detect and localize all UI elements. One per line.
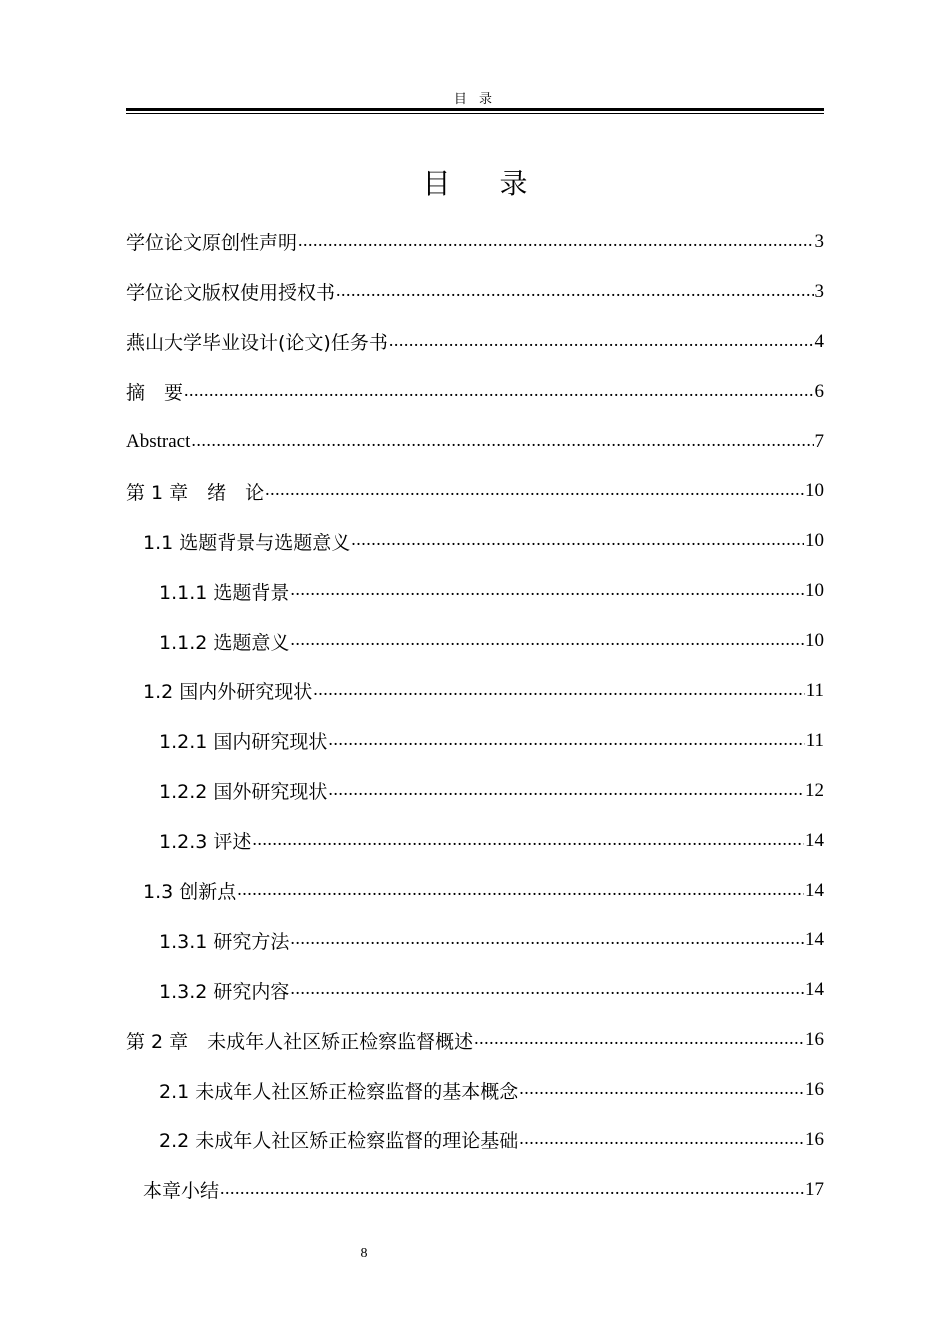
toc-entry-label: 1.1.2 选题意义: [159, 631, 290, 654]
toc-leader-dots: [298, 231, 813, 253]
toc-entry[interactable]: [126, 566, 824, 616]
toc-leader-dots: [265, 480, 804, 502]
toc-leader-dots: [191, 431, 813, 453]
toc-entry[interactable]: [126, 1115, 824, 1165]
toc-leader-dots: [336, 281, 813, 303]
toc-leader-dots: [519, 1079, 804, 1101]
toc-entry[interactable]: [126, 716, 824, 766]
toc-entry[interactable]: [126, 766, 824, 816]
toc-entry[interactable]: [126, 267, 824, 317]
toc-leader-dots: [290, 979, 804, 1001]
page-number: 8: [360, 1246, 368, 1261]
toc-entry-label: 第 2 章 未成年人社区矫正检察监督概述: [126, 1030, 474, 1053]
toc-entry-page: 17: [805, 1178, 824, 1200]
toc-entry[interactable]: [126, 816, 824, 866]
toc-leader-dots: [351, 530, 804, 552]
toc-leader-dots: [389, 331, 814, 353]
toc-entry-page: 7: [814, 430, 824, 452]
toc-entry-label: 燕山大学毕业设计(论文)任务书: [126, 332, 388, 355]
toc-entry[interactable]: [126, 616, 824, 666]
toc-leader-dots: [290, 929, 804, 951]
page-title: 目 录: [422, 167, 548, 200]
toc-entry[interactable]: [126, 417, 824, 467]
running-header: 目 录: [453, 92, 497, 107]
toc-entry-label: 1.1.1 选题背景: [159, 581, 290, 604]
toc-entry-label: 学位论文原创性声明: [126, 232, 298, 255]
toc-entry[interactable]: [126, 367, 824, 417]
toc-entry-label: 1.2.2 国外研究现状: [159, 781, 328, 804]
toc-entry[interactable]: [126, 1165, 824, 1215]
toc-entry[interactable]: [126, 516, 824, 566]
toc-entry[interactable]: [126, 317, 824, 367]
toc-entry-page: 11: [805, 729, 824, 751]
toc-entry[interactable]: [126, 466, 824, 516]
toc-entry-page: 14: [805, 929, 824, 951]
toc-entry-page: 3: [814, 280, 824, 302]
toc-leader-dots: [237, 880, 804, 902]
toc-entry-label: 1.2.3 评述: [159, 831, 252, 854]
toc-entry-page: 10: [805, 480, 824, 502]
toc-entry-page: 14: [805, 829, 824, 851]
toc-entry[interactable]: [126, 217, 824, 267]
toc-entry[interactable]: [126, 915, 824, 965]
toc-entry[interactable]: [126, 1015, 824, 1065]
toc-leader-dots: [328, 780, 804, 802]
toc-entry-label: 摘 要: [126, 382, 184, 405]
toc-entry-label: 1.2.1 国内研究现状: [159, 731, 328, 754]
toc-leader-dots: [290, 630, 804, 652]
toc-entry[interactable]: [126, 965, 824, 1015]
toc-leader-dots: [328, 730, 804, 752]
toc-entry-page: 14: [805, 879, 824, 901]
toc-entry-page: 3: [814, 230, 824, 252]
toc-entry-label: 本章小结: [143, 1180, 220, 1203]
toc-entry-label: 第 1 章 绪 论: [126, 481, 265, 504]
toc-entry-label: 2.1 未成年人社区矫正检察监督的基本概念: [159, 1080, 519, 1103]
toc-entry-label: 1.2 国内外研究现状: [143, 681, 313, 704]
toc-entry[interactable]: [126, 666, 824, 716]
toc-entry-label: 1.3 创新点: [143, 881, 237, 904]
toc-entry-page: 16: [805, 1029, 824, 1051]
toc-entry-page: 12: [805, 779, 824, 801]
header-rule-thin: [126, 113, 824, 114]
toc-entry-page: 6: [814, 380, 824, 402]
toc-entry-page: 14: [805, 979, 824, 1001]
toc-entry-page: 11: [805, 679, 824, 701]
toc-entry-label: 1.3.2 研究内容: [159, 980, 290, 1003]
toc-entry-page: 10: [805, 530, 824, 552]
header-rule-thick: [126, 108, 824, 111]
toc-entry[interactable]: [126, 866, 824, 916]
toc-entry-page: 10: [805, 580, 824, 602]
toc-entry[interactable]: [126, 1065, 824, 1115]
table-of-contents: [126, 217, 824, 1215]
toc-entry-label: 2.2 未成年人社区矫正检察监督的理论基础: [159, 1130, 519, 1153]
toc-leader-dots: [252, 830, 804, 852]
toc-entry-label: 1.3.1 研究方法: [159, 930, 290, 953]
toc-entry-page: 16: [805, 1079, 824, 1101]
toc-leader-dots: [313, 680, 804, 702]
toc-leader-dots: [220, 1179, 804, 1201]
toc-entry-label: 1.1 选题背景与选题意义: [143, 531, 351, 554]
toc-entry-page: 4: [814, 330, 824, 352]
toc-entry-label: 学位论文版权使用授权书: [126, 282, 336, 305]
toc-entry-page: 10: [805, 630, 824, 652]
toc-leader-dots: [184, 381, 813, 403]
toc-entry-label: Abstract: [126, 430, 191, 452]
toc-leader-dots: [474, 1029, 804, 1051]
toc-leader-dots: [519, 1129, 804, 1151]
toc-leader-dots: [290, 580, 804, 602]
toc-entry-page: 16: [805, 1128, 824, 1150]
